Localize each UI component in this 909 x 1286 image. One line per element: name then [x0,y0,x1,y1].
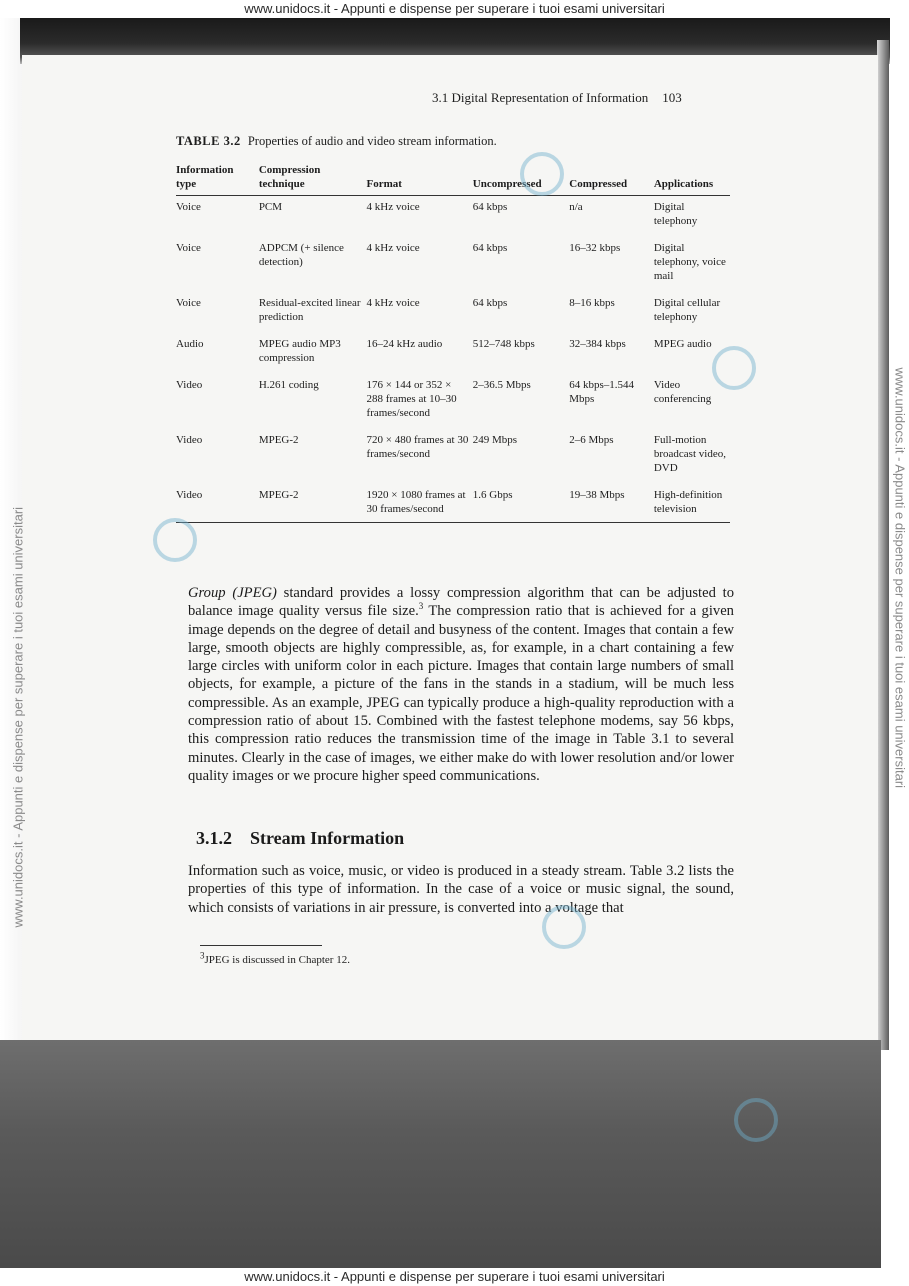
header-compressed: Compressed [569,160,654,196]
table-cell: n/a [569,201,583,213]
header-applications: Applications [654,160,730,196]
table-cell: 8–16 kbps [569,297,615,309]
table-cell: 32–384 kbps [569,338,626,350]
table-cell: High-definition television [654,484,730,523]
scan-shadow-right [877,40,889,1050]
table-cell: 249 Mbps [472,434,518,446]
table-row [176,292,730,333]
table-cell: MPEG-2 [259,484,367,523]
table-row [176,237,730,292]
paragraph-stream: Information such as voice, music, or video is produced in a steady stream. Table 3.2 lists the properties of this type of information. In the case of a voice or music signal, the sound, which consists of variations in air pressure, is converted into a voltage that [188,863,734,916]
table-label: TABLE 3.2 [176,134,241,148]
paragraph-text-b: The compression ratio that is achieved for a given image depends on the degree of detail and busyness of the content. Images that contain a few large, smooth objects are highly compressible, as, for example, in a chart containing a few large circles with uniform color in each picture. Images that contain large numbers of small objects, for example, a picture of the fans in the stands in a stadium, will be much less compressible. As an example, JPEG can typically produce a high-quality reproduction with a compression ratio of about 15. Combined with the fastest telephone modems, say 56 kbps, this compression ratio reduces the transmission time of the image in Table 3.1 to several minutes. Clearly in the case of images, we either make do with lower resolution and/or lower quality images or we procure higher speed communications. [188,603,734,784]
table-cell: 2–6 Mbps [569,434,614,446]
table-cell: Video [176,484,259,523]
table-cell: MPEG audio MP3 compression [258,338,341,364]
table-cell: 512–748 kbps [472,338,535,350]
table-cell: Video [176,379,203,391]
table-cell: 4 kHz voice [366,201,420,213]
table-cell: 64 kbps [472,297,508,309]
table-cell: 16–24 kHz audio [366,338,443,350]
header-uncompressed: Uncompressed [473,160,569,196]
paragraph-text-a: standard provides a lossy compression algorithm that can be adjusted to balance image quality versus file size. [188,585,734,620]
table-row [176,333,730,374]
page-number: 103 [662,90,682,105]
table-cell: 16–32 kbps [569,242,621,254]
watermark-logo-icon [153,518,197,562]
footnote-text: JPEG is discussed in Chapter 12. [204,954,350,966]
table-cell: 2–36.5 Mbps [472,379,531,391]
table-row [176,429,730,484]
table-caption-text: Properties of audio and video stream information. [247,134,497,148]
footnote-ref: 3 [418,601,424,612]
table-cell: 4 kHz voice [366,242,420,254]
table-cell: Digital telephony, voice mail [653,242,726,282]
table-cell: Voice [176,201,201,213]
table-cell: 64 kbps [472,242,508,254]
stream-properties-table [176,160,730,523]
watermark-logo-icon [712,346,756,390]
watermark-side-left: www.unidocs.it - Appunti e dispense per superare i tuoi esami universitari [10,506,26,928]
table-cell: 19–38 Mbps [569,484,654,523]
paragraph-jpeg [188,584,734,785]
watermark-side-right: www.unidocs.it - Appunti e dispense per superare i tuoi esami universitari [892,367,908,789]
table-cell: 720 × 480 frames at 30 frames/second [366,434,469,460]
table-cell: 64 kbps [472,201,508,213]
footnote-marker: 3 [200,950,205,961]
table-cell: ADPCM (+ silence detection) [258,242,344,268]
footnote [200,950,350,966]
table-cell: Video conferencing [653,379,712,405]
header-information-type: Information type [176,160,259,196]
watermark-banner-bottom: www.unidocs.it - Appunti e dispense per superare i tuoi esami universitari [0,1268,909,1286]
watermark-logo-icon [520,152,564,196]
table-header-row [176,160,730,196]
table-cell: Residual-excited linear prediction [258,297,361,323]
table-cell: 1920 × 1080 frames at 30 frames/second [367,484,473,523]
paragraph-lead-italic: Group (JPEG) [188,585,277,601]
table-cell: MPEG audio [653,338,712,350]
table-row [176,484,730,523]
table-cell: Digital telephony [653,201,698,227]
section-title: Stream Information [250,828,405,848]
table-cell: 1.6 Gbps [473,484,569,523]
table-cell: Digital cellular telephony [653,297,721,323]
table-cell: MPEG-2 [258,434,299,446]
section-heading [196,828,404,849]
watermark-logo-icon [734,1098,778,1142]
footnote-rule [200,945,322,946]
table-cell: 64 kbps–1.544 Mbps [569,379,635,405]
table-cell: H.261 coding [258,379,319,391]
scan-shadow-bottom [0,1040,881,1268]
table-cell: Full-motion broadcast video, DVD [653,434,726,474]
table-cell: Video [176,434,203,446]
table-cell: Voice [176,297,201,309]
table-cell: 176 × 144 or 352 × 288 frames at 10–30 frames/second [366,379,457,419]
table-caption [176,134,497,149]
header-format: Format [367,160,473,196]
table-cell: Voice [176,242,201,254]
table-cell: Audio [176,338,204,350]
table-row [176,374,730,429]
table-cell: PCM [258,201,283,213]
section-number: 3.1.2 [196,828,232,848]
watermark-banner-top: www.unidocs.it - Appunti e dispense per superare i tuoi esami universitari [0,0,909,18]
watermark-logo-icon [542,905,586,949]
running-head [432,90,682,106]
running-head-section: 3.1 Digital Representation of Information [432,90,649,105]
table-cell: 4 kHz voice [366,297,420,309]
header-compression-technique: Compression technique [259,160,367,196]
table-row [176,196,730,238]
